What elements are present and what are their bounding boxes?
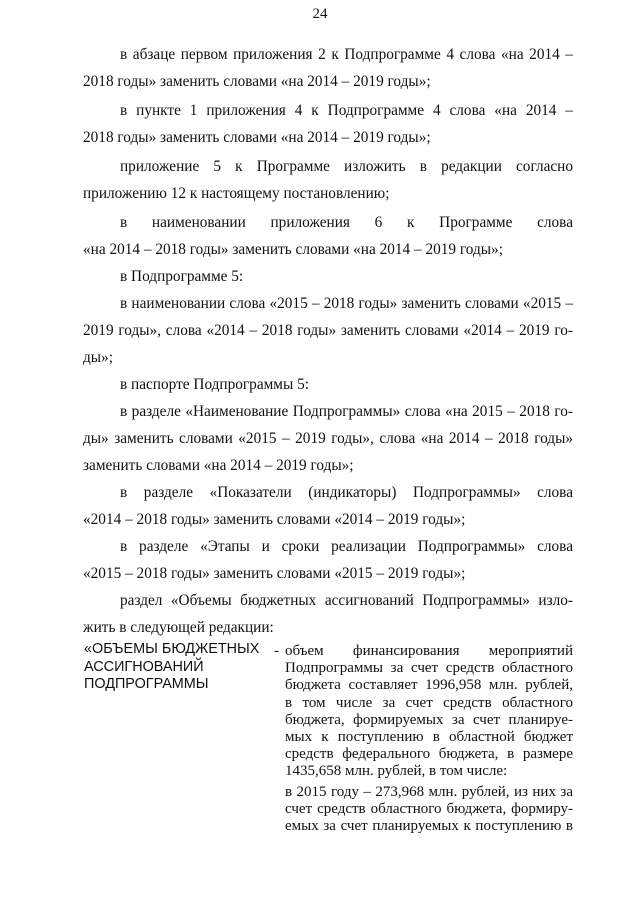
section-heading-line: АССИГНОВАНИЙ	[84, 658, 204, 675]
section-heading-line: «ОБЪЕМЫ БЮДЖЕТНЫХ	[84, 641, 260, 657]
paragraph-line: 2018 годы» заменить словами «на 2014 – 2019 годы»;	[83, 73, 431, 90]
content-line: емых за счет планируемых к поступлению в	[285, 818, 573, 835]
content-line: в том числе за счет средств областного	[285, 694, 573, 711]
content-line: бюджета, формируемых за счет планируе-	[285, 711, 573, 728]
section-heading-line: ПОДПРОГРАММЫ	[84, 676, 209, 692]
paragraph-line: приложению 12 к настоящему постановлению;	[83, 185, 390, 202]
paragraph-line: в пункте 1 приложения 4 к Подпрограмме 4 слова «на 2014 –	[120, 102, 573, 119]
paragraph-line: «на 2014 – 2018 годы» заменить словами «на 2014 – 2019 годы»;	[83, 241, 503, 258]
paragraph-line: ды» заменить словами «2015 – 2019 годы», слова «на 2014 – 2018 годы»	[83, 430, 573, 447]
paragraph-line: в Подпрограмме 5:	[120, 268, 244, 285]
table-dash: -	[274, 643, 279, 659]
content-line: бюджета составляет 1996,958 млн. рублей,	[285, 677, 573, 694]
paragraph-line: 2018 годы» заменить словами «на 2014 – 2019 годы»;	[83, 129, 431, 146]
paragraph-line: «2015 – 2018 годы» заменить словами «2015 – 2019 годы»;	[83, 565, 466, 582]
paragraph-line: в паспорте Подпрограммы 5:	[120, 376, 309, 393]
content-line: в 2015 году – 273,968 млн. рублей, из них за	[285, 783, 573, 800]
paragraph-line: в абзаце первом приложения 2 к Подпрограмме 4 слова «на 2014 –	[120, 46, 573, 63]
paragraph-line: жить в следующей редакции:	[83, 619, 274, 636]
paragraph-line: в наименовании слова «2015 – 2018 годы» заменить словами «2015 –	[120, 295, 573, 312]
paragraph-line: в разделе «Этапы и сроки реализации Подпрограммы» слова	[120, 538, 573, 555]
section-heading	[84, 641, 274, 694]
content-line: средств федерального бюджета, в размере	[285, 746, 573, 763]
content-line: объем финансирования мероприятий	[285, 643, 573, 659]
page-number: 24	[312, 6, 328, 22]
paragraph-line: в разделе «Показатели (индикаторы) Подпрограммы» слова	[120, 484, 573, 501]
paragraph-line: в наименовании приложения 6 к Программе слова	[120, 214, 573, 231]
content-line: Подпрограммы за счет средств областного	[285, 660, 573, 677]
paragraph-line: ды»;	[83, 349, 113, 366]
paragraph-line: заменить словами «на 2014 – 2019 годы»;	[83, 457, 354, 474]
section-content	[285, 643, 573, 835]
paragraph-line: 2019 годы», слова «2014 – 2018 годы» заменить словами «2014 – 2019 го-	[83, 322, 573, 339]
paragraph-line: «2014 – 2018 годы» заменить словами «2014 – 2019 годы»;	[83, 511, 466, 528]
content-line: 1435,658 млн. рублей, в том числе:	[285, 763, 508, 780]
content-line: счет средств областного бюджета, формиру-	[285, 800, 573, 817]
paragraph-line: в разделе «Наименование Подпрограммы» слова «на 2015 – 2018 го-	[120, 403, 573, 420]
paragraph-line: приложение 5 к Программе изложить в редакции согласно	[120, 158, 573, 175]
content-line: мых к поступлению в областной бюджет	[285, 729, 573, 746]
paragraph-line: раздел «Объемы бюджетных ассигнований Подпрограммы» изло-	[120, 592, 573, 609]
